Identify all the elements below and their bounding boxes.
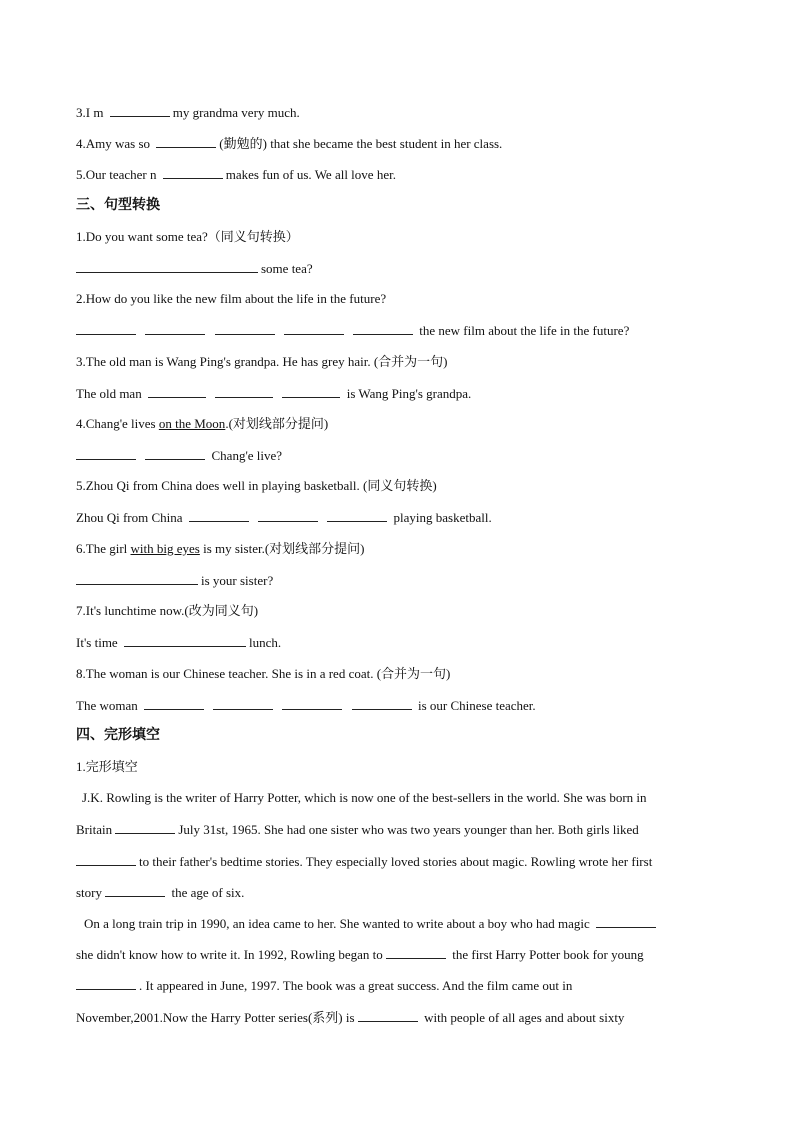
text-suffix: with people of all ages and about sixty: [420, 1010, 625, 1025]
question-prefix: 4.Chang'e lives: [76, 416, 159, 431]
answer-blank[interactable]: [215, 384, 273, 398]
answer-blank[interactable]: [284, 321, 344, 335]
answer-suffix: is Wang Ping's grandpa.: [346, 386, 472, 401]
cloze-p2-line1: [84, 914, 659, 933]
s3-a2: [76, 321, 629, 340]
s3-a4: [76, 446, 282, 465]
answer-suffix: is your sister?: [201, 573, 274, 588]
text-suffix: the age of six.: [168, 885, 245, 900]
answer-blank[interactable]: [215, 321, 275, 335]
q3-suffix: my grandma very much.: [172, 105, 300, 120]
cloze-blank[interactable]: [596, 914, 656, 928]
blank[interactable]: [110, 103, 170, 117]
q3-prefix: 3.I m: [76, 105, 107, 120]
s3-q7: 7.It's lunchtime now.(改为同义句): [76, 603, 259, 618]
answer-blank[interactable]: [76, 571, 198, 585]
cloze-p2-line3: [76, 976, 572, 995]
answer-blank[interactable]: [352, 696, 412, 710]
cloze-blank[interactable]: [386, 945, 446, 959]
fill-q4: [76, 134, 502, 153]
s3-a1: [76, 259, 313, 278]
cloze-p1-line1: J.K. Rowling is the writer of Harry Potter, which is now one of the best-sellers in the world. She was born in: [82, 790, 647, 805]
answer-prefix: The old man: [76, 386, 142, 401]
s3-q5: 5.Zhou Qi from China does well in playing basketball. (同义句转换): [76, 478, 437, 493]
underlined-phrase: with big eyes: [130, 541, 200, 556]
answer-blank[interactable]: [213, 696, 273, 710]
text-prefix: On a long train trip in 1990, an idea came to her. She wanted to write about a boy who had magic: [84, 916, 590, 931]
text-suffix: the first Harry Potter book for young: [448, 947, 644, 962]
cloze-p1-line3: [76, 852, 652, 871]
cloze-blank[interactable]: [105, 883, 165, 897]
text-suffix: to their father's bedtime stories. They especially loved stories about magic. Rowling wrote her first: [139, 854, 653, 869]
s3-a8: [76, 696, 536, 715]
answer-prefix: It's time: [76, 635, 118, 650]
underlined-phrase: on the Moon: [158, 416, 226, 431]
answer-suffix: the new film about the life in the future?: [419, 323, 630, 338]
text-suffix: . It appeared in June, 1997. The book was a great success. And the film came out in: [139, 978, 573, 993]
answer-blank[interactable]: [189, 508, 249, 522]
s3-a3: [76, 384, 471, 403]
text-suffix: July 31st, 1965. She had one sister who was two years younger than her. Both girls liked: [178, 822, 639, 837]
cloze-blank[interactable]: [76, 852, 136, 866]
cloze-title: 1.完形填空: [76, 759, 138, 774]
fill-q3: [76, 103, 300, 122]
s3-q1: 1.Do you want some tea?（同义句转换）: [76, 229, 299, 244]
s3-a7: [76, 633, 281, 652]
answer-prefix: Zhou Qi from China: [76, 510, 183, 525]
answer-blank[interactable]: [258, 508, 318, 522]
answer-suffix: lunch.: [248, 635, 282, 650]
text-prefix: November,2001.Now the Harry Potter series(系列) is: [76, 1010, 358, 1025]
s3-q3: 3.The old man is Wang Ping's grandpa. He has grey hair. (合并为一句): [76, 354, 448, 369]
text-prefix: story: [76, 885, 106, 900]
cloze-p1-line2: [76, 820, 639, 839]
answer-suffix: some tea?: [261, 261, 313, 276]
cloze-p2-line2: [76, 945, 644, 964]
section3-heading: 三、句型转换: [76, 197, 160, 213]
section4-heading: 四、完形填空: [76, 727, 160, 743]
q5-suffix: makes fun of us. We all love her.: [225, 167, 396, 182]
answer-prefix: The woman: [76, 698, 138, 713]
blank[interactable]: [163, 165, 223, 179]
blank[interactable]: [156, 134, 216, 148]
answer-blank[interactable]: [124, 633, 246, 647]
s3-q6: [76, 540, 365, 558]
s3-a5: [76, 508, 492, 527]
answer-blank[interactable]: [148, 384, 206, 398]
answer-blank[interactable]: [145, 321, 205, 335]
s3-q2: 2.How do you like the new film about the life in the future?: [76, 291, 387, 306]
cloze-p1-line4: [76, 883, 244, 902]
answer-blank[interactable]: [282, 696, 342, 710]
answer-blank[interactable]: [144, 696, 204, 710]
question-prefix: 6.The girl: [76, 541, 131, 556]
answer-blank[interactable]: [282, 384, 340, 398]
answer-suffix: Chang'e live?: [211, 448, 283, 463]
s3-q4: [76, 415, 328, 433]
text-prefix: Britain: [76, 822, 116, 837]
answer-suffix: playing basketball.: [393, 510, 492, 525]
cloze-blank[interactable]: [358, 1008, 418, 1022]
cloze-blank[interactable]: [115, 820, 175, 834]
answer-blank[interactable]: [76, 259, 258, 273]
fill-q5: [76, 165, 396, 184]
s3-q8: 8.The woman is our Chinese teacher. She is in a red coat. (合并为一句): [76, 666, 451, 681]
text-prefix: she didn't know how to write it. In 1992, Rowling began to: [76, 947, 386, 962]
answer-blank[interactable]: [76, 321, 136, 335]
answer-blank[interactable]: [145, 446, 205, 460]
q4-suffix: (勤勉的) that she became the best student in her class.: [219, 136, 503, 151]
cloze-p2-line4: [76, 1008, 624, 1027]
answer-blank[interactable]: [353, 321, 413, 335]
cloze-blank[interactable]: [76, 976, 136, 990]
question-suffix: is my sister.(对划线部分提问): [199, 541, 365, 556]
s3-a6: [76, 571, 273, 590]
q4-prefix: 4.Amy was so: [76, 136, 154, 151]
answer-blank[interactable]: [76, 446, 136, 460]
answer-suffix: is our Chinese teacher.: [417, 698, 536, 713]
question-suffix: .(对划线部分提问): [225, 416, 329, 431]
q5-prefix: 5.Our teacher n: [76, 167, 160, 182]
answer-blank[interactable]: [327, 508, 387, 522]
